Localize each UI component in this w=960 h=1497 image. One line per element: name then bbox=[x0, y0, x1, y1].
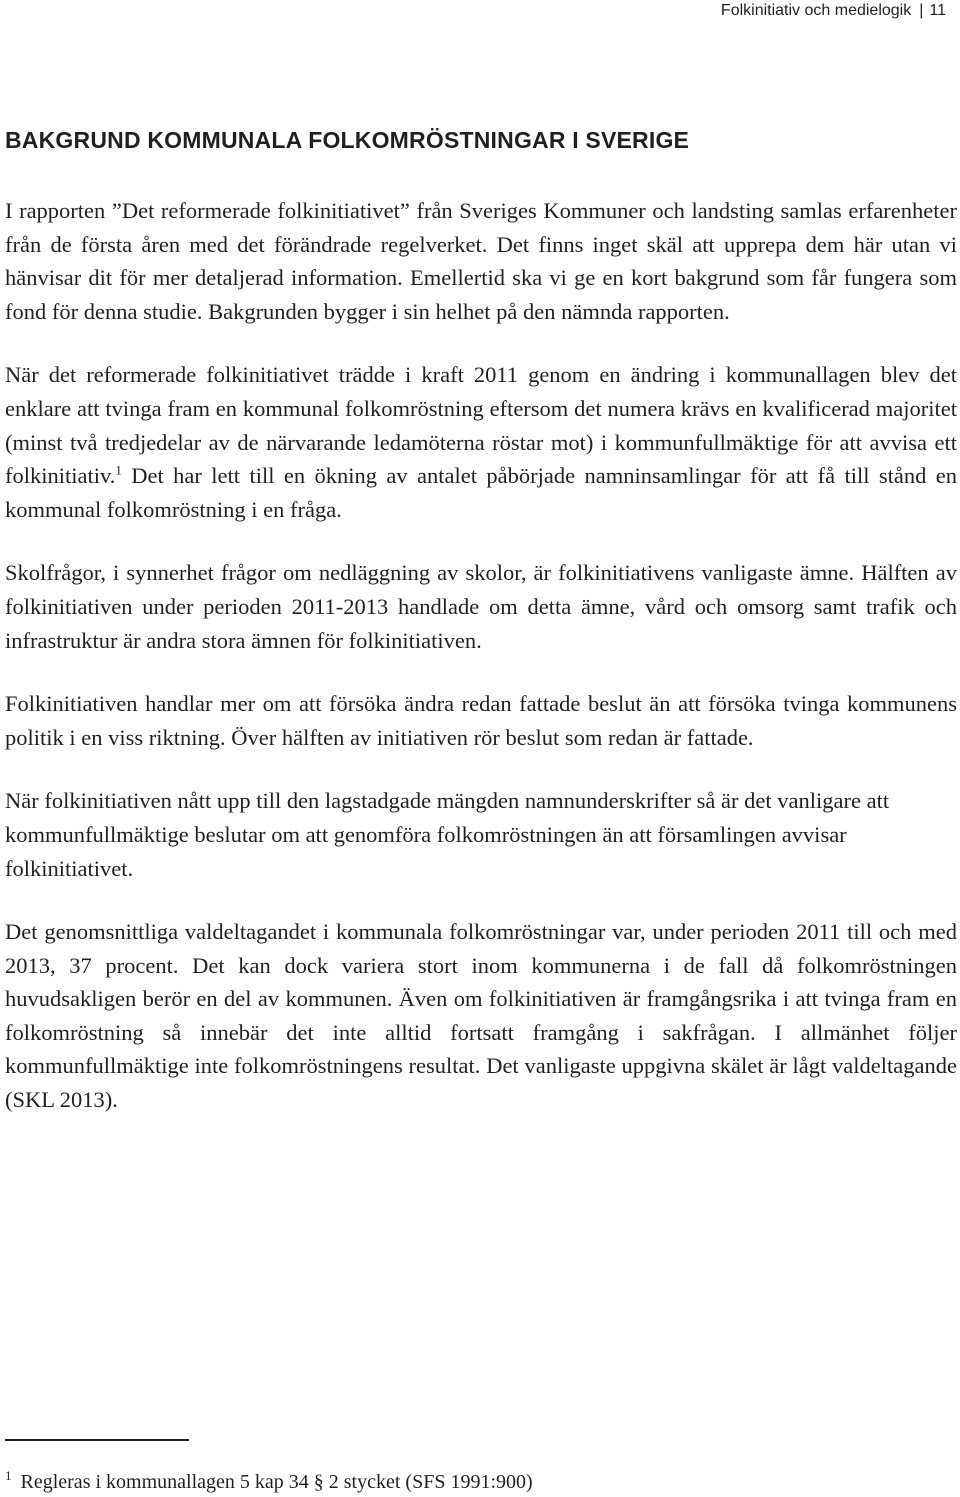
footnote-text: Regleras i kommunallagen 5 kap 34 § 2 stycket (SFS 1991:900) bbox=[20, 1471, 533, 1493]
running-header bbox=[721, 0, 946, 22]
footnote-reference: 1 bbox=[115, 462, 122, 478]
footnote bbox=[5, 1469, 533, 1495]
header-separator: | bbox=[919, 2, 924, 19]
body-text bbox=[5, 194, 957, 1147]
paragraph-1: I rapporten ”Det reformerade folkinitiativet” från Sveriges Kommuner och landsting samlas erfarenheter från de första åren med det förändrade regelverket. Det finns inget skäl att upprepa dem här utan vi hänvisar dit för mer detaljerad information. Emellertid ska vi ge en kort bakgrund som får fungera som fond för denna studie. Bakgrunden bygger i sin helhet på den nämnda rapporten. bbox=[5, 198, 957, 324]
footnote-divider bbox=[5, 1439, 189, 1441]
running-title: Folkinitiativ och medielogik bbox=[720, 2, 912, 19]
footnote-number: 1 bbox=[5, 1468, 12, 1484]
paragraph-2-text-b: Det har lett till en ökning av antalet påbörjade namninsamlingar för att få till stånd en kommunal folkomröstning i en fråga. bbox=[5, 463, 957, 522]
paragraph-2-text-a: När det reformerade folkinitiativet trädde i kraft 2011 genom en ändring i kommunallagen blev det enklare att tvinga fram en kommunal folkomröstning eftersom det numera krävs en kvalificerad majoritet (minst två tredjedelar av de närvarande ledamöterna röstar mot) i kommunfullmäktige för att avvisa ett folkinitiativ. bbox=[5, 362, 957, 489]
paragraph-3: Skolfrågor, i synnerhet frågor om nedläggning av skolor, är folkinitiativens vanligaste ämne. Hälften av folkinitiativen under perioden 2011-2013 handlade om detta ämne, vård och omsorg samt trafik och infrastruktur är andra stora ämnen för folkinitiativen. bbox=[5, 560, 957, 653]
section-title: BAKGRUND KOMMUNALA FOLKOMRÖSTNINGAR I SVERIGE bbox=[5, 127, 690, 153]
paragraph-5: När folkinitiativen nått upp till den lagstadgade mängden namnunderskrifter så är det vanligare att kommunfullmäktige beslutar om att genomföra folkomröstningen än att församlingen avvisar folkinitiativet. bbox=[5, 788, 890, 881]
paragraph-4: Folkinitiativen handlar mer om att försöka ändra redan fattade beslut än att försöka tvinga kommunens politik i en viss riktning. Över hälften av initiativen rör beslut som redan är fattade. bbox=[5, 691, 957, 750]
paragraph-2 bbox=[5, 358, 957, 526]
paragraph-6: Det genomsnittliga valdeltagandet i kommunala folkomröstningar var, under perioden 2011 till och med 2013, 37 procent. Det kan dock variera stort inom kommunerna i de fall då folkomröstningen huvudsakligen berör en del av kommunen. Även om folkinitiativen är framgångsrika i att tvinga fram en folkomröstning så innebär det inte alltid fortsatt framgång i sakfrågan. I allmänhet följer kommunfullmäktige inte folkomröstningens resultat. Det vanligaste uppgivna skälet är lågt valdeltagande (SKL 2013). bbox=[5, 919, 957, 1113]
page-number: 11 bbox=[929, 2, 946, 19]
